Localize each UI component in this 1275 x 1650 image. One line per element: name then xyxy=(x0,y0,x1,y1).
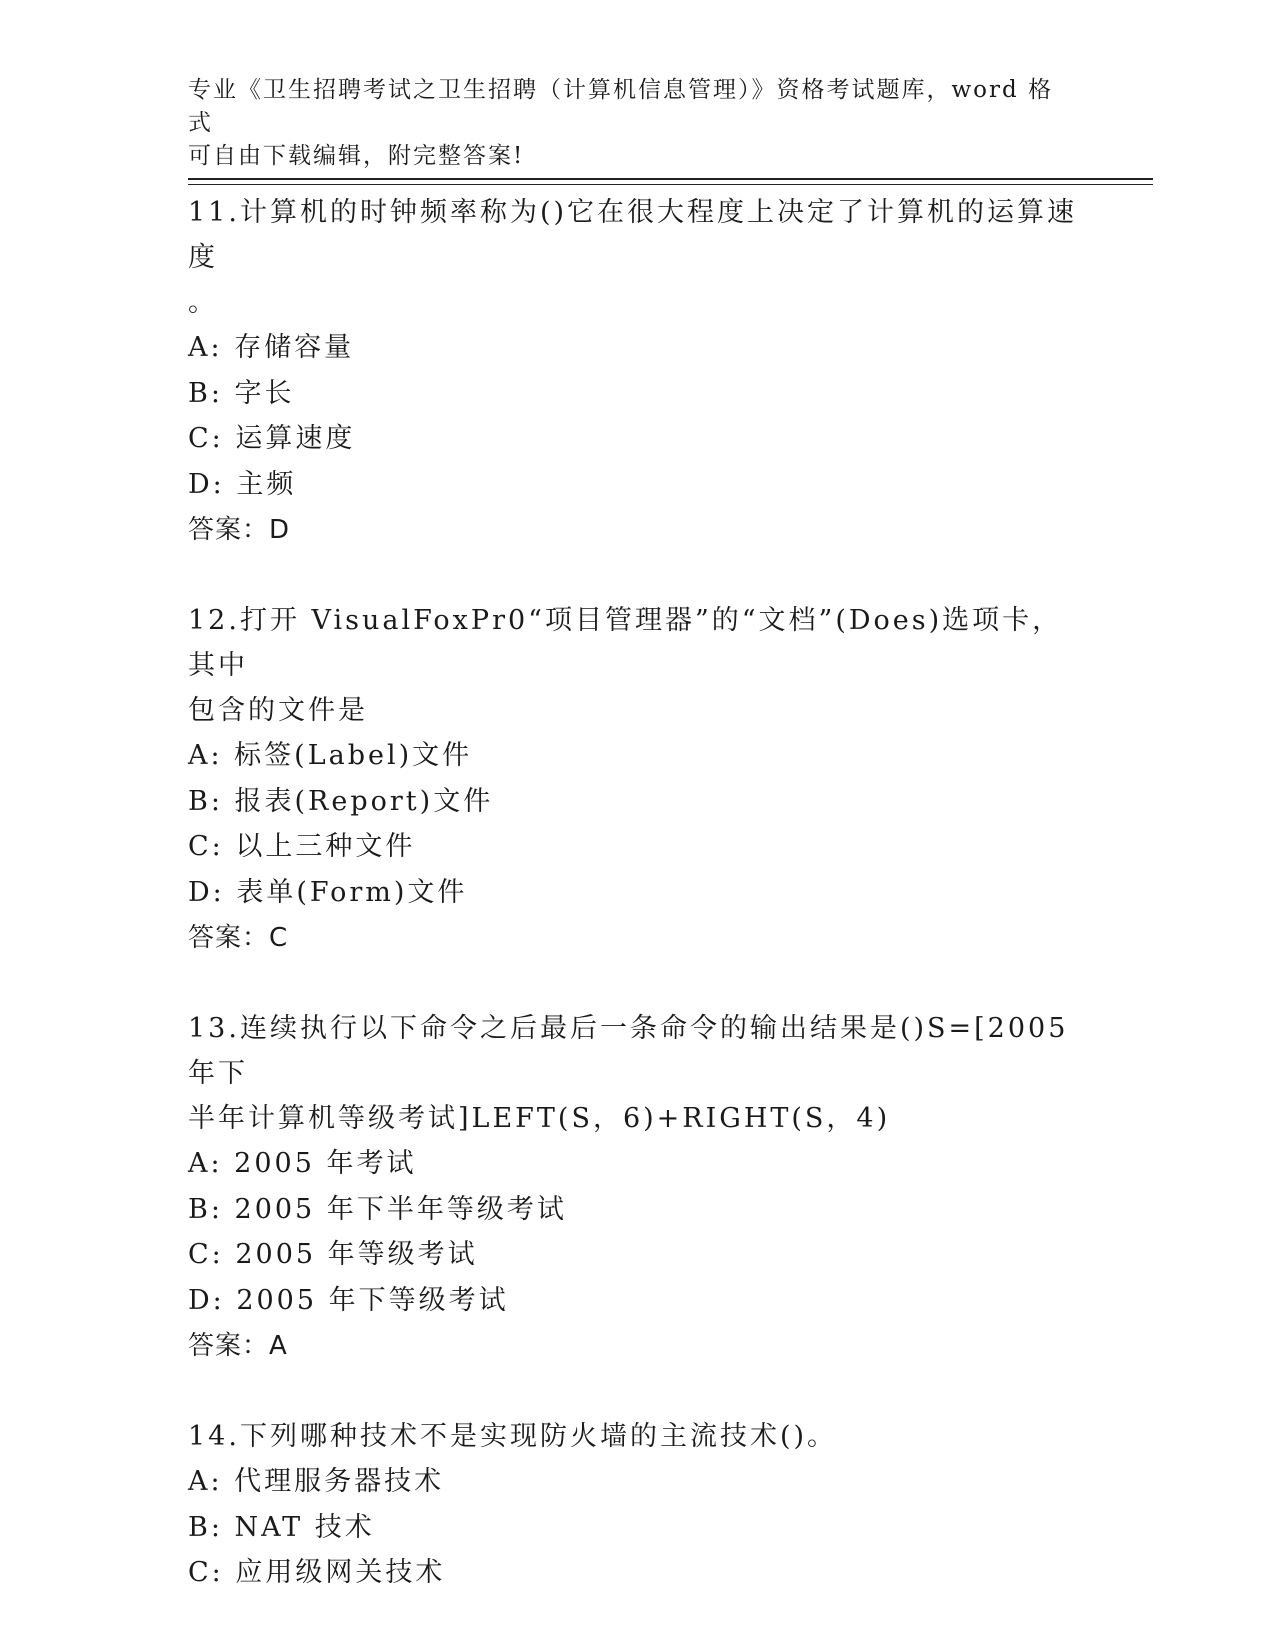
question-block xyxy=(188,598,1088,962)
answer-key: 答案：C xyxy=(188,923,289,953)
header-divider-thin xyxy=(188,184,1153,185)
question-stem: 半年计算机等级考试]LEFT(S，6)+RIGHT(S，4) xyxy=(188,1103,891,1134)
answer-option: A: 标签(Label)文件 xyxy=(188,740,473,771)
answer-option: D: 2005 年下等级考试 xyxy=(188,1284,509,1316)
question-stem: 12.打开 VisualFoxPr0“项目管理器”的“文档”(Does)选项卡，其中 xyxy=(188,605,1063,681)
header-divider-thick xyxy=(188,178,1153,180)
answer-option: A: 2005 年考试 xyxy=(188,1148,417,1179)
document-header xyxy=(188,74,1068,173)
question-block xyxy=(188,1006,1088,1370)
answer-key: 答案：A xyxy=(188,1331,288,1361)
answer-option: C: 以上三种文件 xyxy=(188,831,416,862)
question-stem: 包含的文件是 xyxy=(188,695,368,726)
answer-option: C: 应用级网关技术 xyxy=(188,1557,446,1588)
question-stem: 14.下列哪种技术不是实现防火墙的主流技术()。 xyxy=(188,1421,838,1452)
question-block xyxy=(188,1414,1088,1596)
answer-option: B: NAT 技术 xyxy=(188,1511,375,1543)
question-block xyxy=(188,190,1088,554)
answer-key: 答案：D xyxy=(188,515,291,545)
answer-option: A: 代理服务器技术 xyxy=(188,1466,445,1497)
header-line-2: 可自由下载编辑，附完整答案! xyxy=(188,143,525,169)
answer-option: A: 存储容量 xyxy=(188,332,355,363)
answer-option: D: 主频 xyxy=(188,468,297,500)
question-stem: 13.连续执行以下命令之后最后一条命令的输出结果是()S=[2005 年下 xyxy=(188,1013,1069,1089)
answer-option: C: 2005 年等级考试 xyxy=(188,1239,478,1270)
question-stem: 。 xyxy=(188,287,218,318)
answer-option: B: 字长 xyxy=(188,377,295,409)
answer-option: B: 报表(Report)文件 xyxy=(188,785,494,817)
question-list xyxy=(188,190,1088,1640)
answer-option: C: 运算速度 xyxy=(188,423,356,454)
answer-option: D: 表单(Form)文件 xyxy=(188,876,468,908)
header-line-1: 专业《卫生招聘考试之卫生招聘（计算机信息管理）》资格考试题库，word 格式 xyxy=(188,77,1054,136)
question-stem: 11.计算机的时钟频率称为()它在很大程度上决定了计算机的运算速度 xyxy=(188,197,1078,273)
answer-option: B: 2005 年下半年等级考试 xyxy=(188,1193,567,1225)
